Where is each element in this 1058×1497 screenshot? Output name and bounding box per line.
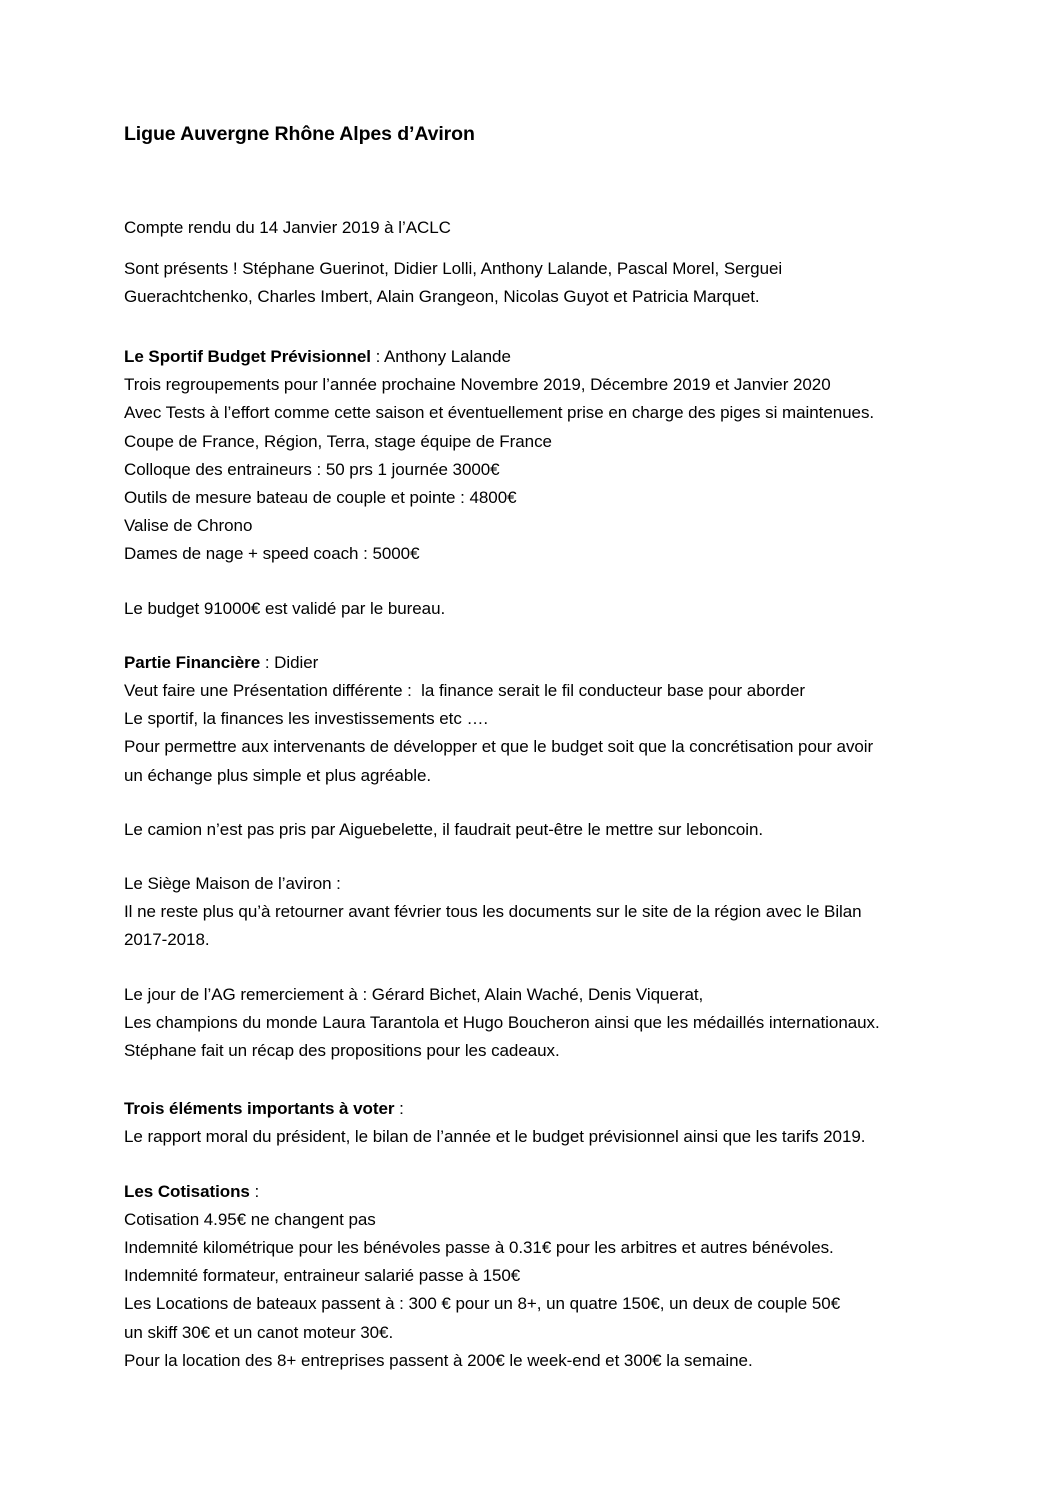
section-cotisations-heading — [124, 1178, 942, 1206]
section-vote — [124, 1095, 942, 1151]
document-body — [124, 122, 942, 1375]
attendees-line-1: Sont présents ! Stéphane Guerinot, Didier Lolli, Anthony Lalande, Pascal Morel, Serguei — [124, 258, 783, 278]
section-financiere-heading-rest: : Didier — [260, 652, 319, 672]
spacer — [124, 1152, 942, 1178]
section-cotisations — [124, 1178, 942, 1375]
section-sportif-line: Avec Tests à l’effort comme cette saison et éventuellement prise en charge des piges si maintenues. — [124, 403, 875, 423]
section-financiere-line: Le sportif, la finances les investissements etc …. — [124, 709, 489, 729]
attendees-block — [124, 255, 942, 311]
section-cotisations-line: Les Locations de bateaux passent à : 300 € pour un 8+, un quatre 150€, un deux de couple 50€ — [124, 1294, 841, 1314]
budget-validation-line: Le budget 91000€ est validé par le bureau. — [124, 598, 446, 618]
section-cotisations-line: Cotisation 4.95€ ne changent pas — [124, 1209, 376, 1229]
section-financiere-heading — [124, 649, 942, 677]
section-financiere-heading-bold: Partie Financière — [124, 652, 261, 672]
section-sportif-line: Trois regroupements pour l’année prochaine Novembre 2019, Décembre 2019 et Janvier 2020 — [124, 375, 831, 395]
spacer — [124, 955, 942, 981]
spacer — [124, 1065, 942, 1095]
section-sportif-heading-bold: Le Sportif Budget Prévisionnel — [124, 346, 371, 366]
section-financiere — [124, 649, 942, 790]
section-financiere-line: un échange plus simple et plus agréable. — [124, 765, 432, 785]
page-title: Ligue Auvergne Rhône Alpes d’Aviron — [124, 123, 475, 145]
section-sportif-heading — [124, 343, 942, 371]
spacer — [124, 569, 942, 595]
section-financiere-line: Pour permettre aux intervenants de développer et que le budget soit que la concrétisation pour avoir — [124, 737, 874, 757]
section-cotisations-line: Indemnité kilométrique pour les bénévoles passe à 0.31€ pour les arbitres et autres bénévoles. — [124, 1238, 834, 1258]
section-cotisations-heading-rest: : — [249, 1181, 260, 1201]
section-ag-line: Le jour de l’AG remerciement à : Gérard Bichet, Alain Waché, Denis Viquerat, — [124, 984, 704, 1004]
spacer — [124, 146, 942, 214]
spacer — [124, 311, 942, 343]
camion-line: Le camion n’est pas pris par Aiguebelette, il faudrait peut-être le mettre sur leboncoin. — [124, 819, 764, 839]
spacer — [124, 623, 942, 649]
section-sportif-line: Colloque des entraineurs : 50 prs 1 journée 3000€ — [124, 459, 500, 479]
spacer — [124, 243, 942, 255]
section-cotisations-line: Indemnité formateur, entraineur salarié passe à 150€ — [124, 1266, 521, 1286]
section-cotisations-line: un skiff 30€ et un canot moteur 30€. — [124, 1322, 394, 1342]
section-ag — [124, 981, 942, 1066]
section-siege-heading: Le Siège Maison de l’aviron : — [124, 874, 341, 894]
section-cotisations-line: Pour la location des 8+ entreprises passent à 200€ le week-end et 300€ la semaine. — [124, 1350, 753, 1370]
section-sportif-line: Outils de mesure bateau de couple et pointe : 4800€ — [124, 488, 517, 507]
section-siege-line: Il ne reste plus qu’à retourner avant février tous les documents sur le site de la région avec le Bilan — [124, 902, 862, 922]
section-siege-line: 2017-2018. — [124, 930, 210, 950]
section-vote-heading-bold: Trois éléments importants à voter — [124, 1099, 395, 1119]
section-sportif-line: Coupe de France, Région, Terra, stage équipe de France — [124, 431, 552, 451]
section-sportif-heading-rest: : Anthony Lalande — [370, 346, 511, 366]
section-ag-line: Les champions du monde Laura Tarantola et Hugo Boucheron ainsi que les médaillés internationaux. — [124, 1012, 880, 1032]
section-ag-line: Stéphane fait un récap des propositions pour les cadeaux. — [124, 1041, 560, 1061]
section-sportif-line: Valise de Chrono — [124, 516, 253, 536]
section-siege — [124, 870, 942, 955]
section-financiere-line: Veut faire une Présentation différente : la finance serait le fil conducteur base pour aborder — [124, 681, 806, 701]
section-vote-heading-rest: : — [394, 1099, 404, 1119]
section-vote-line: Le rapport moral du président, le bilan de l’année et le budget prévisionnel ainsi que les tarifs 2019. — [124, 1127, 866, 1147]
section-sportif-line: Dames de nage + speed coach : 5000€ — [124, 544, 420, 564]
section-sportif — [124, 343, 942, 569]
spacer — [124, 790, 942, 816]
section-vote-heading — [124, 1095, 942, 1123]
meeting-date-line: Compte rendu du 14 Janvier 2019 à l’ACLC — [124, 218, 451, 238]
attendees-line-2: Guerachtchenko, Charles Imbert, Alain Grangeon, Nicolas Guyot et Patricia Marquet. — [124, 286, 760, 306]
section-cotisations-heading-bold: Les Cotisations — [124, 1181, 250, 1201]
spacer — [124, 844, 942, 870]
